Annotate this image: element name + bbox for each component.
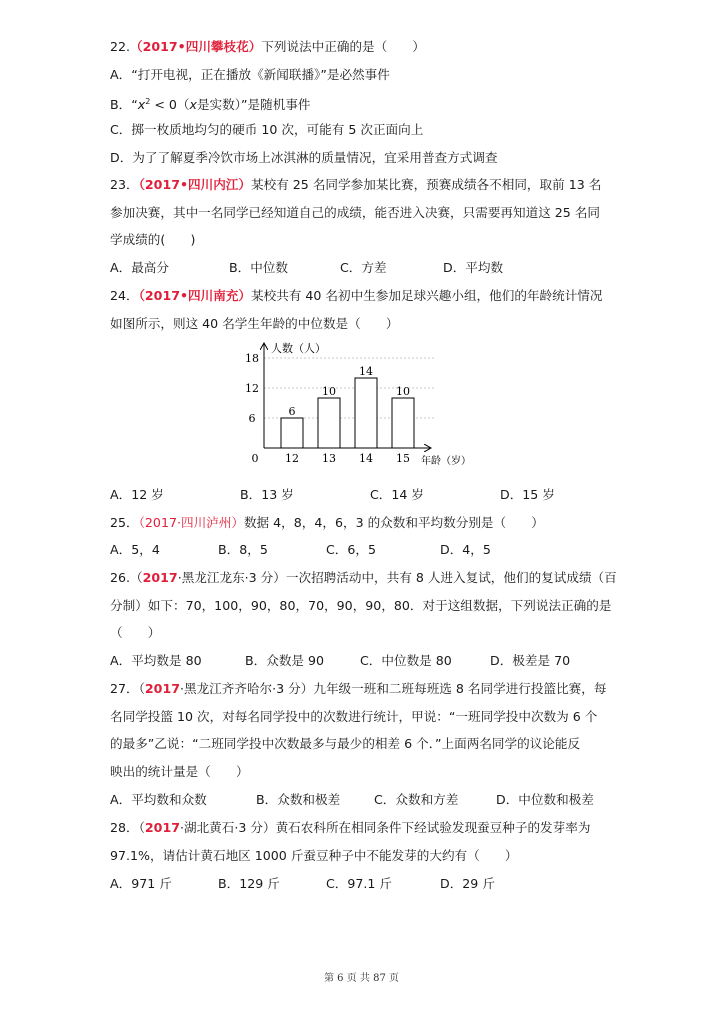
q22-stem [110, 39, 425, 55]
q26-option-c: C．中位数是 80 [360, 653, 452, 668]
q26-source-year: 2017 [142, 570, 178, 585]
x-tick-label: 15 [396, 452, 410, 465]
q28-number: 28．（ [110, 820, 145, 835]
q22-number: 22. [110, 39, 131, 54]
q26-option-a: A．平均数是 80 [110, 653, 202, 668]
q24-stem: 24．（2017•四川南充）某校共有 40 名初中生参加足球兴趣小组，他们的年龄统计情况 [110, 288, 603, 303]
q26-number: 26.（ [110, 570, 143, 585]
q25-option-c: C．6，5 [326, 542, 377, 557]
q25-option-a: A．5，4 [110, 542, 160, 557]
q25-source: （2017·四川泸州） [138, 515, 244, 530]
q28-stem-line2: 97.1%，请估计黄石地区 1000 斤蚕豆种子中不能发芽的大约有（ ） [110, 848, 518, 863]
q24-option-d: D．15 岁 [500, 487, 555, 502]
bar-14 [355, 378, 377, 448]
q23-stem-line2: 参加决赛，其中一名同学已经知道自己的成绩，能否进入决赛，只需要再知道这 25 名同 [110, 205, 601, 220]
q23-stem-line3: 学成绩的( ) [110, 232, 196, 247]
q24-option-a: A．12 岁 [110, 487, 164, 502]
q25-stem: 25．（2017·四川泸州）数据 4，8，4，6，3 的众数和平均数分别是（ ） [110, 515, 544, 530]
q22-option-c: C．掷一枚质地均匀的硬币 10 次，可能有 5 次正面向上 [110, 122, 424, 137]
q27-number: 27．（ [110, 681, 145, 696]
q22-option-a: A．“打开电视，正在播放《新闻联播》”是必然事件 [110, 67, 390, 82]
q28-option-c: C．97.1 斤 [326, 876, 393, 891]
y-tick-label: 0 [251, 452, 259, 465]
bar-12 [281, 418, 303, 448]
q28-option-b: B．129 斤 [218, 876, 280, 891]
q27-option-a: A．平均数和众数 [110, 792, 207, 807]
y-axis-label: 人数（人） [271, 342, 326, 355]
q25-number: 25． [110, 515, 139, 530]
q26-source: ·黑龙江龙东·3 分） [177, 570, 286, 585]
bar-13 [318, 398, 340, 448]
q27-source: ·黑龙江齐齐哈尔·3 分） [179, 681, 314, 696]
q23-stem: 23．（2017•四川内江）某校有 25 名同学参加某比赛，预赛成绩各不相同，取前 13 名 [110, 177, 602, 192]
bar-data-label: 10 [396, 385, 410, 398]
q23-option-d: D．平均数 [443, 260, 504, 275]
q26-stem-line2: 分制）如下：70，100，90，80，70，90，90，80．对于这组数据，下列说法正确的是 [110, 598, 612, 613]
q27-source-year: 2017 [144, 681, 180, 696]
q24-stem-line2: 如图所示，则这 40 名学生年龄的中位数是（ ） [110, 316, 399, 331]
y-tick-label: 6 [248, 412, 256, 425]
q27-stem-line3: 的最多”乙说：“二班同学投中次数最多与最少的相差 6 个．”上面两名同学的议论能反 [110, 736, 581, 751]
x-tick-label: 13 [322, 452, 336, 465]
q23-option-b: B．中位数 [229, 260, 289, 275]
x-tick-label: 14 [359, 452, 373, 465]
q26-option-b: B．众数是 90 [245, 653, 325, 668]
q25-option-d: D．4，5 [440, 542, 491, 557]
q23-option-c: C．方差 [340, 260, 387, 275]
q24-number: 24． [110, 288, 139, 303]
x-tick-label: 12 [285, 452, 299, 465]
q28-stem: 28．（2017·湖北黄石·3 分）黄石农科所在相同条件下经试验发现蚕豆种子的发芽率为 [110, 820, 591, 835]
q22-source: （2017•四川攀枝花） [130, 39, 262, 54]
q27-option-d: D．中位数和极差 [496, 792, 594, 807]
q27-stem-line4: 映出的统计量是（ ） [110, 764, 249, 779]
q28-source: ·湖北黄石·3 分） [179, 820, 276, 835]
y-tick-label: 12 [245, 382, 259, 395]
bar-data-label: 6 [288, 405, 296, 418]
q24-option-c: C．14 岁 [370, 487, 425, 502]
q26-stem-line3: （ ） [110, 625, 161, 640]
q27-stem-line2: 名同学投篮 10 次，对每名同学投中的次数进行统计，甲说：“一班同学投中次数为 6 个 [110, 709, 598, 724]
q27-option-c: C．众数和方差 [374, 792, 459, 807]
q23-number: 23． [110, 177, 139, 192]
bar-15 [392, 398, 414, 448]
q27-option-b: B．众数和极差 [256, 792, 341, 807]
bar-data-label: 14 [359, 365, 373, 378]
q22-option-b: B．“$x^2 < 0(x$是实数）”是随机事件 [110, 97, 311, 113]
q24-option-b: B．13 岁 [240, 487, 294, 502]
page-footer: 第 6 页 共 87 页 [324, 973, 399, 984]
q28-option-d: D．29 斤 [440, 876, 495, 891]
x-axis-label: 年龄（岁） [421, 456, 471, 467]
q27-stem: 27．（2017·黑龙江齐齐哈尔·3 分）九年级一班和二班每班选 8 名同学进行投篮比赛，每 [110, 681, 607, 696]
q23-option-a: A．最高分 [110, 260, 169, 275]
q28-source-year: 2017 [144, 820, 180, 835]
q22-text: 下列说法中正确的是（ ） [261, 39, 426, 54]
q26-stem: 26.（2017·黑龙江龙东·3 分）一次招聘活动中，共有 8 人进入复试，他们的复试成绩（百 [110, 570, 617, 585]
q23-source: （2017•四川内江） [138, 177, 251, 192]
q24-source: （2017•四川南充） [138, 288, 251, 303]
y-tick-label: 18 [245, 352, 259, 365]
bar-data-label: 10 [322, 385, 336, 398]
q25-option-b: B．8，5 [218, 542, 268, 557]
q22-option-d: D．为了了解夏季冷饮市场上冰淇淋的质量情况，宜采用普查方式调查 [110, 150, 498, 165]
age-bar-chart [235, 338, 485, 470]
q26-option-d: D．极差是 70 [490, 653, 571, 668]
q28-option-a: A．971 斤 [110, 876, 172, 891]
